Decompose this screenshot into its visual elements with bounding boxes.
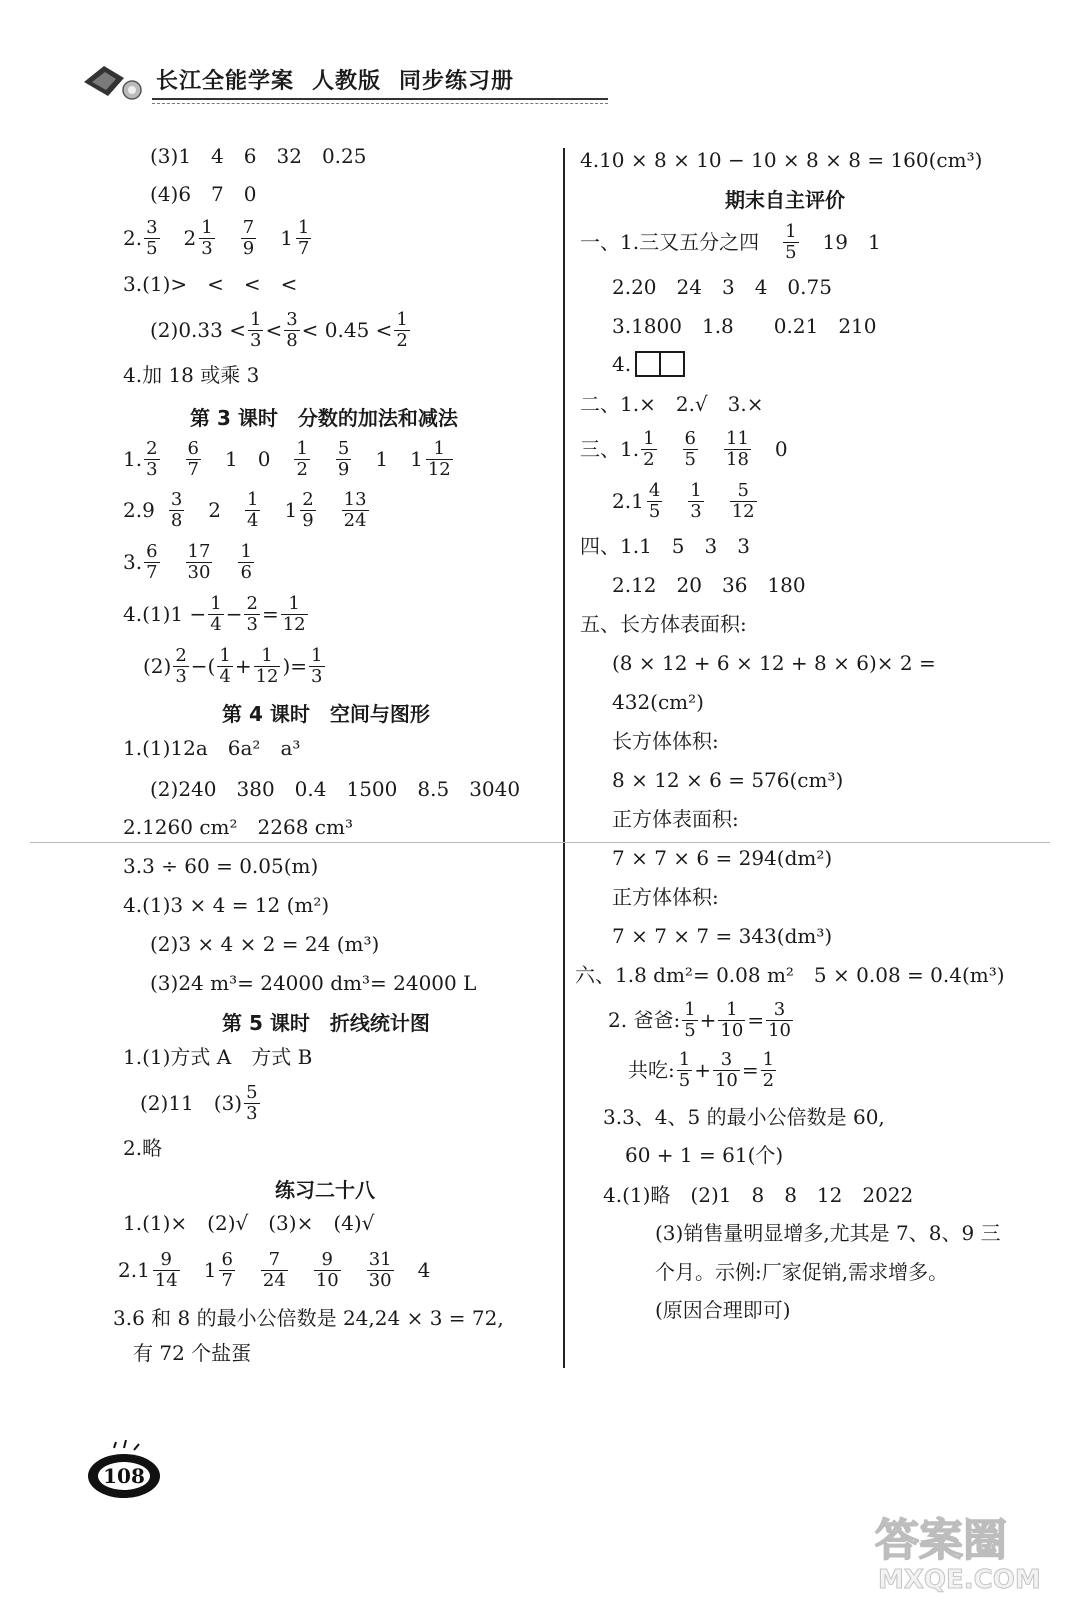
answer-line-fractions: 4.(1)1 − $\frac{1}{4}$ − $\frac{2}{3}$ = $\frac{1}{12}$ <box>123 592 306 635</box>
answer-line: 432(cm²) <box>612 690 704 714</box>
answer-line: 六、1.8 dm²= 0.08 m² 5 × 0.08 = 0.4(m³) <box>575 963 1005 987</box>
header-title <box>156 64 532 95</box>
answer-line-fractions: (2)0.33 < 1 3 < 3 8 < 0.45 < 1 2 <box>150 308 408 351</box>
header-rule-dashed <box>152 103 608 104</box>
answer-line-fractions: 2. 1 4 5 1 3 5 12 <box>612 479 755 522</box>
answer-line: 8 × 12 × 6 = 576(cm³) <box>612 768 844 792</box>
answer-line: 4.10 × 8 × 10 − 10 × 8 × 8 = 160(cm³) <box>580 148 983 172</box>
answer-line-fractions: 三、1. 1 2 6 5 11 18 0 <box>580 427 788 470</box>
page-header <box>78 60 528 110</box>
answer-line: 3.1800 1.8 0.21 210 <box>612 314 877 338</box>
fraction: 7 9 <box>242 216 255 259</box>
mixed-number: 2 1 3 <box>183 216 213 259</box>
watermark-logo <box>870 1500 1060 1595</box>
answer-line-fractions: 2. 3 5 2 1 3 7 9 1 1 7 <box>123 215 313 261</box>
header-title-edition: 人教版 <box>312 69 382 94</box>
answer-line: 2.略 <box>123 1136 163 1160</box>
answer-line: 4.(1)3 × 4 = 12 (m²) <box>123 893 330 917</box>
answer-line: 1.(1)12a 6a² a³ <box>123 736 301 760</box>
page-number-badge <box>84 1440 164 1500</box>
svg-text:答案圈: 答案圈 <box>875 1515 1007 1566</box>
answer-line-fractions: 2. 爸爸: 1 5 + $\frac{1}{10}$ = $\frac{3}{10}$ <box>608 998 791 1041</box>
section-title: 第 5 课时 折线统计图 <box>222 1010 430 1035</box>
answer-line: 四、1.1 5 3 3 <box>580 534 750 558</box>
answer-line: 长方体体积: <box>612 729 719 753</box>
answer-line-fractions: 2. 1 9 14 1 6 7 7 24 9 10 31 30 4 <box>118 1248 431 1291</box>
answer-line: 1.(1)× (2)√ (3)× (4)√ <box>123 1211 375 1235</box>
answer-line: 2.12 20 36 180 <box>612 573 806 597</box>
column-divider <box>563 148 565 1368</box>
answer-line: (2)240 380 0.4 1500 8.5 3040 <box>150 777 521 801</box>
answer-line: (3)销售量明显增多,尤其是 7、8、9 三 <box>655 1221 1001 1245</box>
header-title-series: 长江全能学案 <box>156 69 295 94</box>
svg-text:MXQE.COM: MXQE.COM <box>878 1565 1041 1595</box>
answer-line-fractions: (2)11 (3) 5 3 <box>140 1081 258 1124</box>
answer-line: 有 72 个盐蛋 <box>133 1341 252 1365</box>
answer-line: (原因合理即可) <box>655 1298 791 1322</box>
answer-line: (8 × 12 + 6 × 12 + 8 × 6)× 2 = <box>612 651 936 675</box>
answer-line: 个月。示例:厂家促销,需求增多。 <box>655 1260 949 1284</box>
answer-line: (2)3 × 4 × 2 = 24 (m³) <box>150 932 380 956</box>
section-title: 第 4 课时 空间与图形 <box>222 701 430 726</box>
section-title: 期末自主评价 <box>725 187 845 212</box>
answer-line-fractions: 共吃: 1 5 + $\frac{3}{10}$ = $\frac{1}{2}$ <box>628 1048 775 1091</box>
header-rule <box>152 98 608 100</box>
section-title: 练习二十八 <box>275 1177 375 1202</box>
answer-line: 正方体体积: <box>612 885 719 909</box>
header-title-book: 同步练习册 <box>399 69 515 94</box>
answer-line-fractions: 1. 2 3 6 7 1 0 1 2 5 9 1 1 1 12 <box>123 437 451 480</box>
fraction: 3 5 <box>146 216 158 259</box>
answer-line-fractions: (2) 2 3 −( 1 4 + $\frac{1}{12}$ )= $\frac{1}{3}$ <box>143 644 323 687</box>
answer-line: 4.加 18 或乘 3 <box>123 363 260 387</box>
answer-line: 3.3、4、5 的最小公倍数是 60, <box>603 1105 885 1129</box>
answer-line: (3)1 4 6 32 0.25 <box>150 144 367 168</box>
answer-line: 4. <box>612 341 685 387</box>
answer-line: 五、长方体表面积: <box>580 612 747 636</box>
answer-line: 3.(1)> < < < <box>123 272 298 296</box>
answer-line: (3)24 m³= 24000 dm³= 24000 L <box>150 971 477 995</box>
section-title: 第 3 课时 分数的加法和减法 <box>190 405 458 430</box>
answer-box-pair <box>635 351 685 377</box>
answer-line: 2.20 24 3 4 0.75 <box>612 275 832 299</box>
answer-line: 二、1.× 2.√ 3.× <box>580 392 764 416</box>
answer-line: 2.1260 cm² 2268 cm³ <box>123 815 353 839</box>
answer-line: 3.6 和 8 的最小公倍数是 24,24 × 3 = 72, <box>113 1306 504 1330</box>
answer-line: 7 × 7 × 7 = 343(dm³) <box>612 924 833 948</box>
answer-line: 3.3 ÷ 60 = 0.05(m) <box>123 854 319 878</box>
page-number: 108 <box>103 1464 145 1488</box>
answer-line: 7 × 7 × 6 = 294(dm²) <box>612 846 833 870</box>
answer-line: (4)6 7 0 <box>150 182 257 206</box>
answer-line: 4.(1)略 (2)1 8 8 12 2022 <box>603 1183 914 1207</box>
answer-line: 60 + 1 = 61(个) <box>625 1143 784 1167</box>
answer-line: 1.(1)方式 A 方式 B <box>123 1045 313 1069</box>
answer-line-fractions: 2.9 3 8 2 1 4 1 2 9 13 24 <box>123 488 367 531</box>
answer-line-fractions: 一、1.三又五分之四 1 5 19 1 <box>580 220 881 263</box>
book-logo-icon <box>78 60 150 104</box>
answer-line-fractions: 3. 6 7 17 30 1 6 <box>123 540 252 583</box>
mixed-number: 1 1 7 <box>280 216 310 259</box>
answer-line: 正方体表面积: <box>612 807 739 831</box>
